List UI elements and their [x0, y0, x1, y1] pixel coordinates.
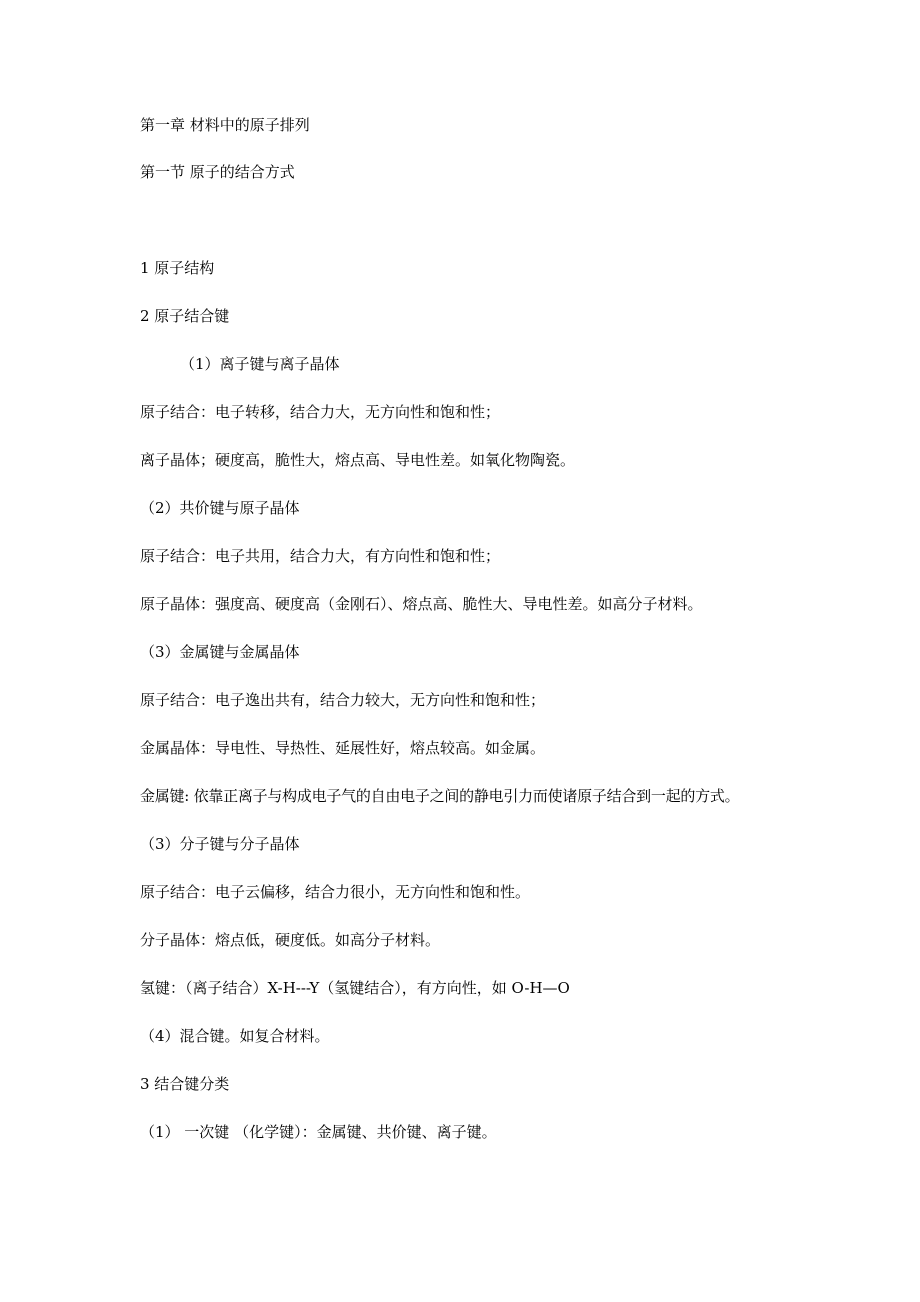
paragraph-ionic-bonding: 原子结合：电子转移，结合力大，无方向性和饱和性；	[140, 403, 501, 421]
paragraph-covalent-bonding: 原子结合：电子共用，结合力大，有方向性和饱和性；	[140, 547, 501, 565]
subheading-molecular-bond: （3）分子键与分子晶体	[140, 835, 300, 853]
subheading-ionic-bond: （1）离子键与离子晶体	[180, 355, 340, 373]
paragraph-primary-bonds: （1） 一次键 （化学键）：金属键、共价键、离子键。	[140, 1123, 497, 1141]
chapter-title: 第一章 材料中的原子排列	[140, 116, 310, 134]
paragraph-molecular-crystal: 分子晶体：熔点低，硬度低。如高分子材料。	[140, 931, 441, 949]
paragraph-molecular-bonding: 原子结合：电子云偏移，结合力很小，无方向性和饱和性。	[140, 883, 531, 901]
heading-bond-classification: 3 结合键分类	[140, 1075, 230, 1093]
subheading-mixed-bond: （4）混合键。如复合材料。	[140, 1027, 330, 1045]
section-title: 第一节 原子的结合方式	[140, 163, 295, 181]
paragraph-metallic-bond-definition: 金属键: 依靠正离子与构成电子气的自由电子之间的静电引力而使诸原子结合到一起的方式。	[140, 787, 740, 805]
subheading-metallic-bond: （3）金属键与金属晶体	[140, 643, 300, 661]
paragraph-metal-crystal: 金属晶体：导电性、导热性、延展性好，熔点较高。如金属。	[140, 739, 546, 757]
heading-bonding: 2 原子结合键	[140, 307, 230, 325]
paragraph-metallic-bonding: 原子结合：电子逸出共有，结合力较大，无方向性和饱和性；	[140, 691, 546, 709]
paragraph-ionic-crystal: 离子晶体；硬度高，脆性大，熔点高、导电性差。如氧化物陶瓷。	[140, 451, 576, 469]
paragraph-atomic-crystal: 原子晶体：强度高、硬度高（金刚石）、熔点高、脆性大、导电性差。如高分子材料。	[140, 595, 703, 613]
subheading-covalent-bond: （2）共价键与原子晶体	[140, 499, 300, 517]
paragraph-hydrogen-bond: 氢键：（离子结合）X-H---Y（氢键结合），有方向性，如 O-H—O	[140, 979, 570, 997]
heading-atomic-structure: 1 原子结构	[140, 259, 215, 277]
